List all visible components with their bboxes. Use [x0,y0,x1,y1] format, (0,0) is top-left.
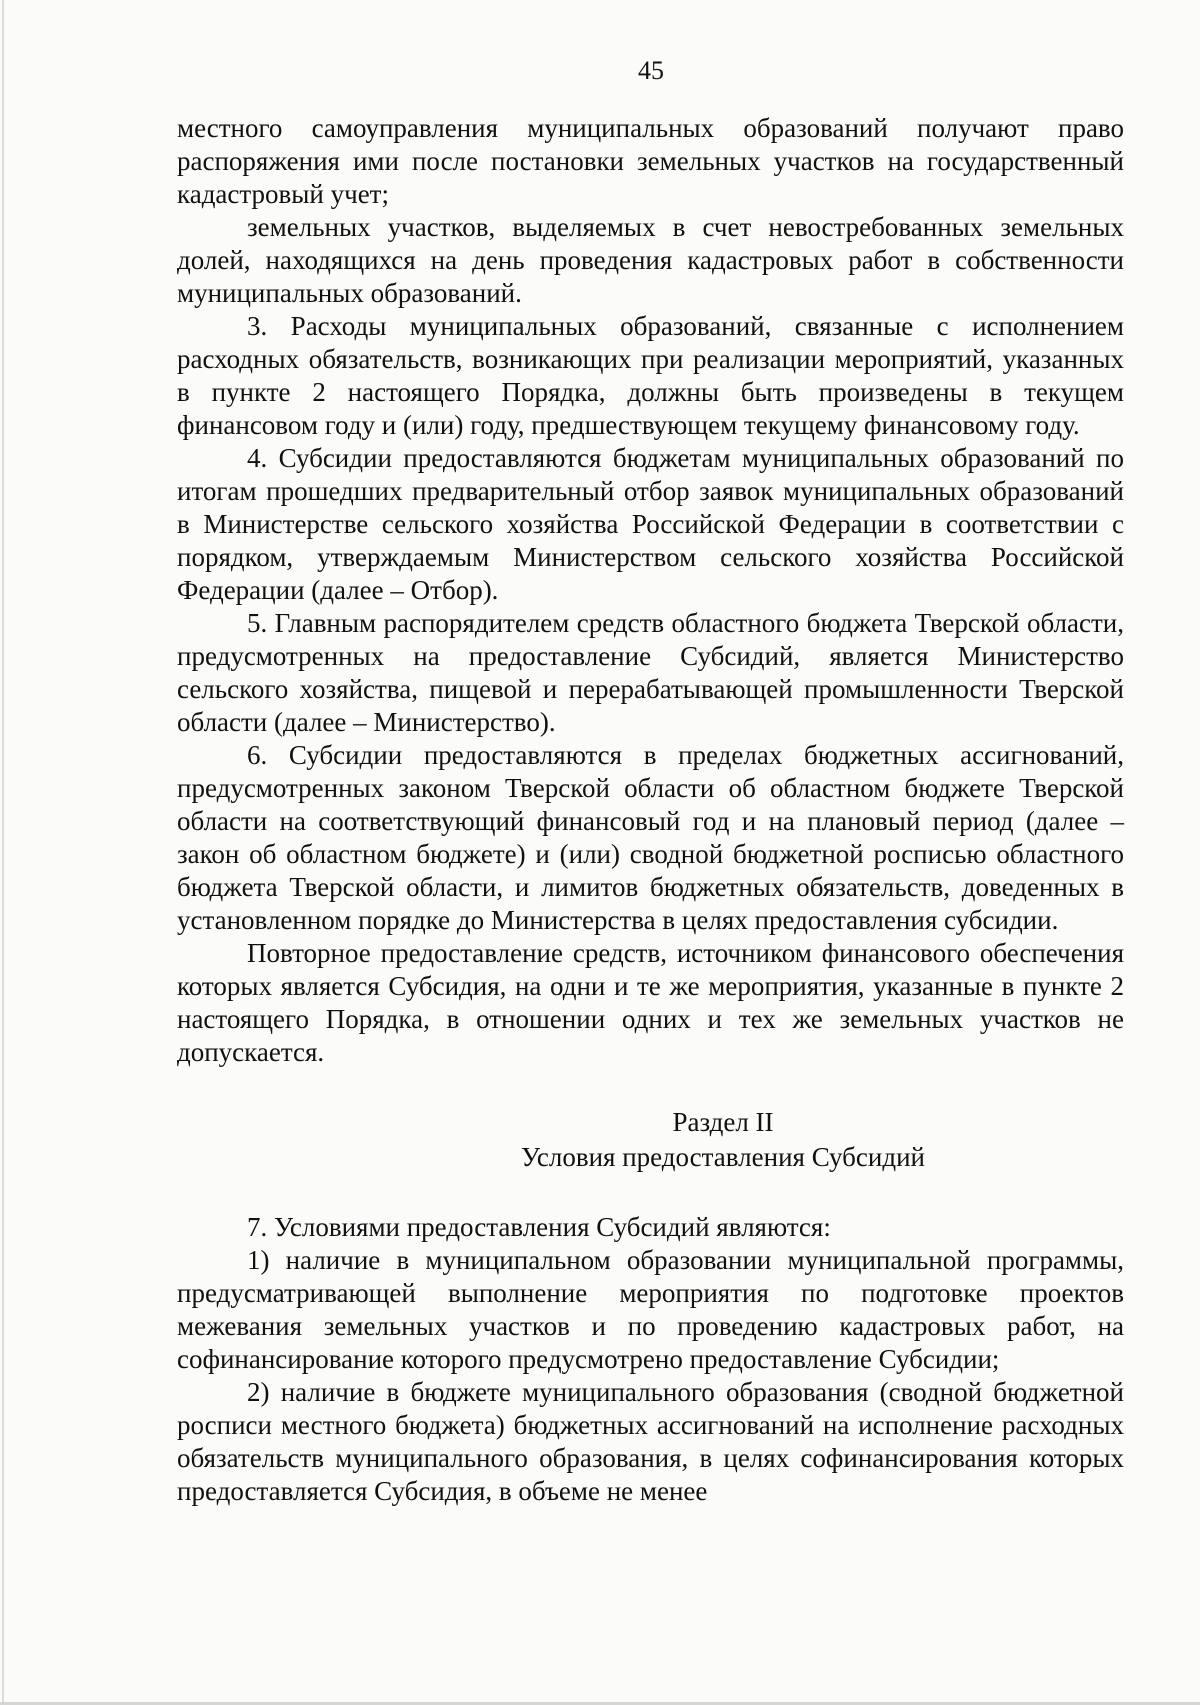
section-title: Условия предоставления Субсидий [521,1142,925,1172]
paragraph: 1) наличие в муниципальном образовании муниципальной программы, предусматривающей выполнение мероприятия по подготовке проектов межевания земельных участков и по проведению кадастровых работ, на софинансирование которого предусмотрено предоставление Субсидии; [177,1245,1124,1374]
document-body [177,112,1124,1508]
paragraph: 5. Главным распорядителем средств областного бюджета Тверской области, предусмотренных на предоставление Субсидий, является Министерство сельского хозяйства, пищевой и перерабатывающей промышленности Тверской области (далее – Министерство). [177,608,1124,737]
paragraph: земельных участков, выделяемых в счет невостребованных земельных долей, находящихся на день проведения кадастровых работ в собственности муниципальных образований. [177,212,1124,308]
paragraph: 4. Субсидии предоставляются бюджетам муниципальных образований по итогам прошедших предварительный отбор заявок муниципальных образований в Министерстве сельского хозяйства Российской Федерации в соответствии с порядком, утверждаемым Министерством сельского хозяйства Российской Федерации (далее – Отбор). [177,443,1124,605]
paragraph: Повторное предоставление средств, источником финансового обеспечения которых является Субсидия, на одни и те же мероприятия, указанные в пункте 2 настоящего Порядка, в отношении одних и тех же земельных участков не допускается. [177,938,1124,1067]
section-heading: Раздел II [672,1107,774,1137]
paragraphs-after [177,1211,1124,1508]
paragraph: 3. Расходы муниципальных образований, связанные с исполнением расходных обязательств, возникающих при реализации мероприятий, указанных в пункте 2 настоящего Порядка, должны быть произведены в текущем финансовом году и (или) году, предшествующем текущему финансовому году. [177,311,1124,440]
paragraph: 6. Субсидии предоставляются в пределах бюджетных ассигнований, предусмотренных законом Тверской области об областном бюджете Тверской области на соответствующий финансовый год и на плановый период (далее – закон об областном бюджете) и (или) сводной бюджетной росписью областного бюджета Тверской области, и лимитов бюджетных обязательств, доведенных в установленном порядке до Министерства в целях предоставления субсидии. [177,740,1124,935]
paragraph: местного самоуправления муниципальных образований получают право распоряжения ими после постановки земельных участков на государственный кадастровый учет; [177,113,1124,209]
paragraph: 2) наличие в бюджете муниципального образования (сводной бюджетной росписи местного бюджета) бюджетных ассигнований на исполнение расходных обязательств муниципального образования, в целях софинансирования которых предоставляется Субсидия, в объеме не менее [177,1377,1124,1506]
scan-edge-left [2,0,4,1705]
section-header [177,1106,1124,1174]
page-number: 45 [638,56,664,85]
paragraph: 7. Условиями предоставления Субсидий являются: [247,1212,831,1242]
paragraphs-before [177,112,1124,1069]
